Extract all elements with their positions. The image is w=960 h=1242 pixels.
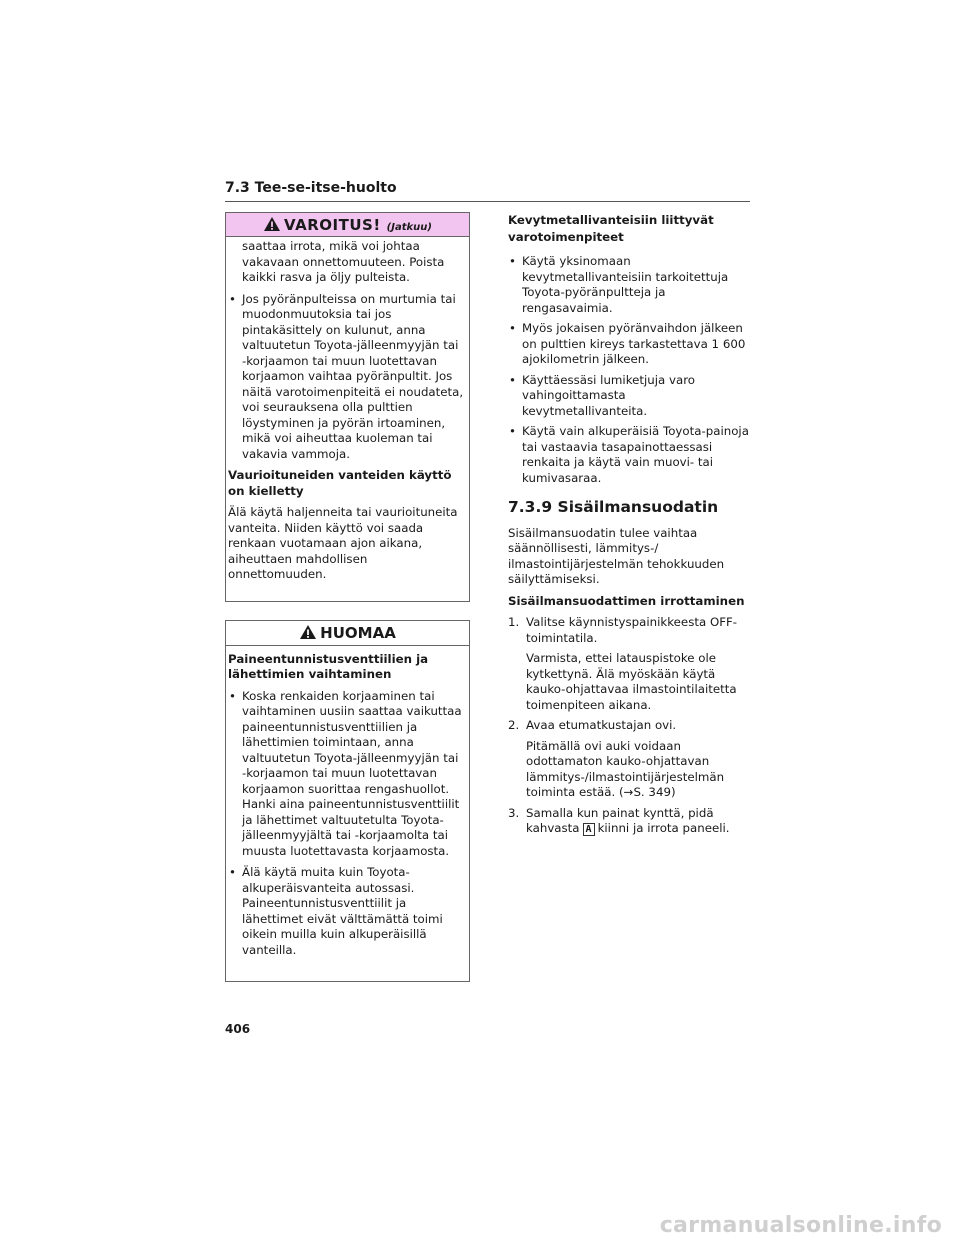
page-number: 406 [225, 1022, 251, 1036]
right-column [508, 212, 750, 842]
warning-continued-text: saattaa irrota, mikä voi johtaa vakavaan onnettomuuteen. Poista kaikki rasva ja öljy pulteista. [242, 239, 445, 284]
warning-box [225, 212, 470, 602]
section-header: 7.3 Tee-se-itse-huolto [225, 180, 750, 202]
notice-subheading: Paineentunnistusventtiilien ja lähettimien vaihtaminen [228, 651, 429, 681]
warning-bullet: • Jos pyöränpulteissa on murtumia tai muodonmuutoksia tai jos pintakäsittely on kulunut, anna valtuutetun Toyota-jälleenmyyjän tai -korjaamon tai muun luotettavan korjaamon vaihtaa pyöränpultit. Jos näitä varotoimenpiteitä ei noudateta, voi seurauksena olla pulttien löystyminen ja pyörän irtoaminen, mikä voi aiheuttaa kuoleman tai vakavia vammoja. [229, 291, 464, 461]
notice-bullet: • Älä käytä muita kuin Toyota-alkuperäisvanteita autossasi. Paineentunnistusventtiilit ja lähettimet eivät välttämättä toimi oikein muilla kuin alkuperäisillä vanteilla. [229, 865, 443, 957]
alloy-bullet: • Käytä vain alkuperäisiä Toyota-painoja tai vastaavia tasapainottaessasi renkaita ja käytä vain muovi- tai kumivasaraa. [509, 424, 749, 485]
removal-heading: Sisäilmansuodattimen irrottaminen [508, 593, 745, 608]
section-intro: Sisäilmansuodatin tulee vaihtaa säännöllisesti, lämmitys-/ ilmastointijärjestelmän tehokkuuden säilyttämiseksi. [508, 525, 725, 586]
warning-title: VAROITUS! [284, 216, 381, 234]
left-column [225, 212, 470, 982]
alloy-wheel-heading: Kevytmetallivanteisiin liittyvät varotoimenpiteet [508, 213, 714, 244]
notice-header [226, 621, 469, 646]
notice-bullet: • Koska renkaiden korjaaminen tai vaihtaminen uusiin saattaa vaikuttaa paineentunnistusventtiilien ja lähettimien toimintaan, anna valtuutetun Toyota-jälleenmyyjän tai -korjaamon tai muun luotettavan korjaamon suorittaa rengashuollot. Hanki aina paineentunnistusventtiilit ja lähettimet valtuutetulta Toyota-jälleenmyyjältä tai -korjaamolta tai muusta luotettavasta korjaamosta. [229, 688, 462, 858]
callout-label-a: A [583, 823, 595, 836]
watermark: carmanualsonline.info [659, 1213, 942, 1238]
warning-text: Älä käytä haljenneita tai vaurioituneita vanteita. Niiden käyttö voi saada renkaan vuotamaan ajon aikana, aiheuttaen mahdollisen onnettomuuden. [228, 505, 458, 581]
step-2: 2. Avaa etumatkustajan ovi. [508, 718, 677, 732]
warning-triangle-icon [263, 216, 281, 232]
step-2-detail: Pitämällä ovi auki voidaan odottamaton kauko-ohjattavan lämmitys-/ilmastointijärjestelmän toiminta estää. (→S. 349) [526, 738, 725, 799]
warning-header [226, 212, 469, 237]
alloy-bullet: • Käyttäessäsi lumiketjuja varo vahingoittamasta kevytmetallivanteita. [509, 372, 696, 418]
notice-box [225, 620, 470, 983]
step-1: 1. Valitse käynnistyspainikkeesta OFF-toimintatila. [508, 615, 738, 645]
alloy-bullet: • Käytä yksinomaan kevytmetallivanteisiin tarkoitettuja Toyota-pyöränpultteja ja rengasavaimia. [509, 254, 729, 315]
warning-subheading: Vaurioituneiden vanteiden käyttö on kielletty [228, 468, 452, 498]
caution-triangle-icon [299, 624, 317, 640]
step-3: 3. Samalla kun painat kynttä, pidä kahvasta A kiinni ja irrota paneeli. [508, 805, 730, 835]
notice-title: HUOMAA [320, 623, 396, 642]
alloy-bullet: • Myös jokaisen pyöränvaihdon jälkeen on pulttien kireys tarkastettava 1 600 ajokilometrin jälkeen. [509, 321, 746, 366]
warning-continued: (Jatkuu) [386, 222, 432, 233]
section-title: 7.3.9 Sisäilmansuodatin [508, 498, 719, 516]
step-1-detail: Varmista, ettei latauspistoke ole kytkettynä. Älä myöskään käytä kauko-ohjattavaa ilmastointilaitetta toimenpiteen aikana. [526, 651, 737, 712]
